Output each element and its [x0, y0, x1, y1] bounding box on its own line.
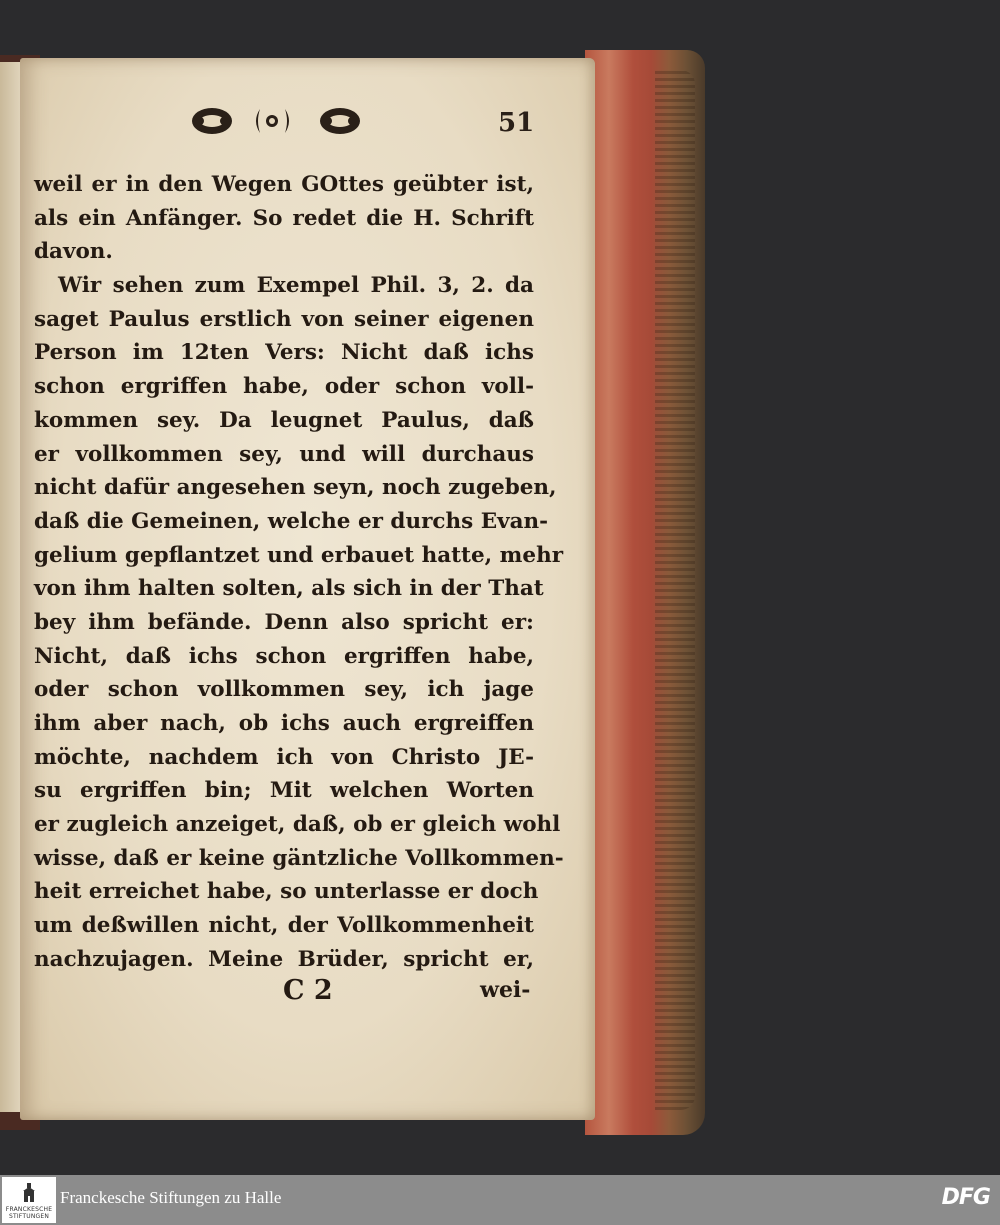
text-line: um deßwillen nicht, der Vollkommenheit	[34, 913, 534, 939]
institution-title: Franckesche Stiftungen zu Halle	[60, 1188, 282, 1207]
text-line: nachzujagen. Meine Brüder, spricht er,	[34, 946, 534, 972]
facing-page-edge	[0, 62, 22, 1112]
dfg-logo: DFG	[941, 1185, 990, 1210]
text-line: Wir sehen zum Exempel Phil. 3, 2. da	[58, 273, 534, 299]
page-text	[34, 168, 564, 977]
institution-logo[interactable]	[2, 1177, 56, 1223]
text-line: ihm aber nach, ob ichs auch ergreiffen	[34, 711, 534, 736]
catchword: wei-	[480, 977, 531, 1003]
text-line: er vollkommen sey, und will durchaus	[34, 441, 534, 467]
text-line: er zugleich anzeiget, daß, ob er gleich wohl	[34, 812, 561, 838]
text-line: wisse, daß er keine gäntzliche Vollkommen-	[34, 845, 564, 871]
text-line: su ergriffen bin; Mit welchen Worten	[34, 778, 534, 804]
text-line: davon.	[34, 239, 113, 265]
text-line: nicht dafür angesehen seyn, noch zugeben,	[34, 475, 557, 501]
text-line: oder schon vollkommen sey, ich jage	[34, 677, 534, 703]
text-line: saget Paulus erstlich von seiner eigenen	[34, 306, 534, 332]
text-line: weil er in den Wegen GOttes geübter ist,	[34, 172, 534, 197]
text-line: kommen sey. Da leugnet Paulus, daß	[34, 407, 534, 433]
text-line: daß die Gemeinen, welche er durchs Evan-	[34, 508, 549, 534]
signature-mark: C 2	[283, 975, 333, 1006]
logo-text: FRANCKESCHE STIFTUNGEN	[5, 1206, 53, 1220]
text-line: bey ihm befände. Denn also spricht er:	[34, 609, 534, 635]
building-icon	[21, 1183, 37, 1203]
text-line: von ihm halten solten, als sich in der That	[34, 576, 544, 602]
printer-ornament-icon	[190, 103, 365, 143]
text-line: Person im 12ten Vers: Nicht daß ichs	[34, 340, 534, 366]
text-line: heit erreichet habe, so unterlasse er doch	[34, 879, 539, 905]
text-line: gelium gepflantzet und erbauet hatte, mehr	[34, 542, 564, 568]
page-number: 51	[498, 108, 535, 138]
text-line: schon ergriffen habe, oder schon voll-	[34, 374, 534, 400]
text-line: möchte, nachdem ich von Christo JE-	[34, 744, 534, 770]
text-line: als ein Anfänger. So redet die H. Schrift	[34, 205, 534, 231]
viewer-footer	[0, 1175, 1000, 1225]
book-fore-edge	[585, 50, 705, 1135]
text-line: Nicht, daß ichs schon ergriffen habe,	[34, 643, 534, 669]
